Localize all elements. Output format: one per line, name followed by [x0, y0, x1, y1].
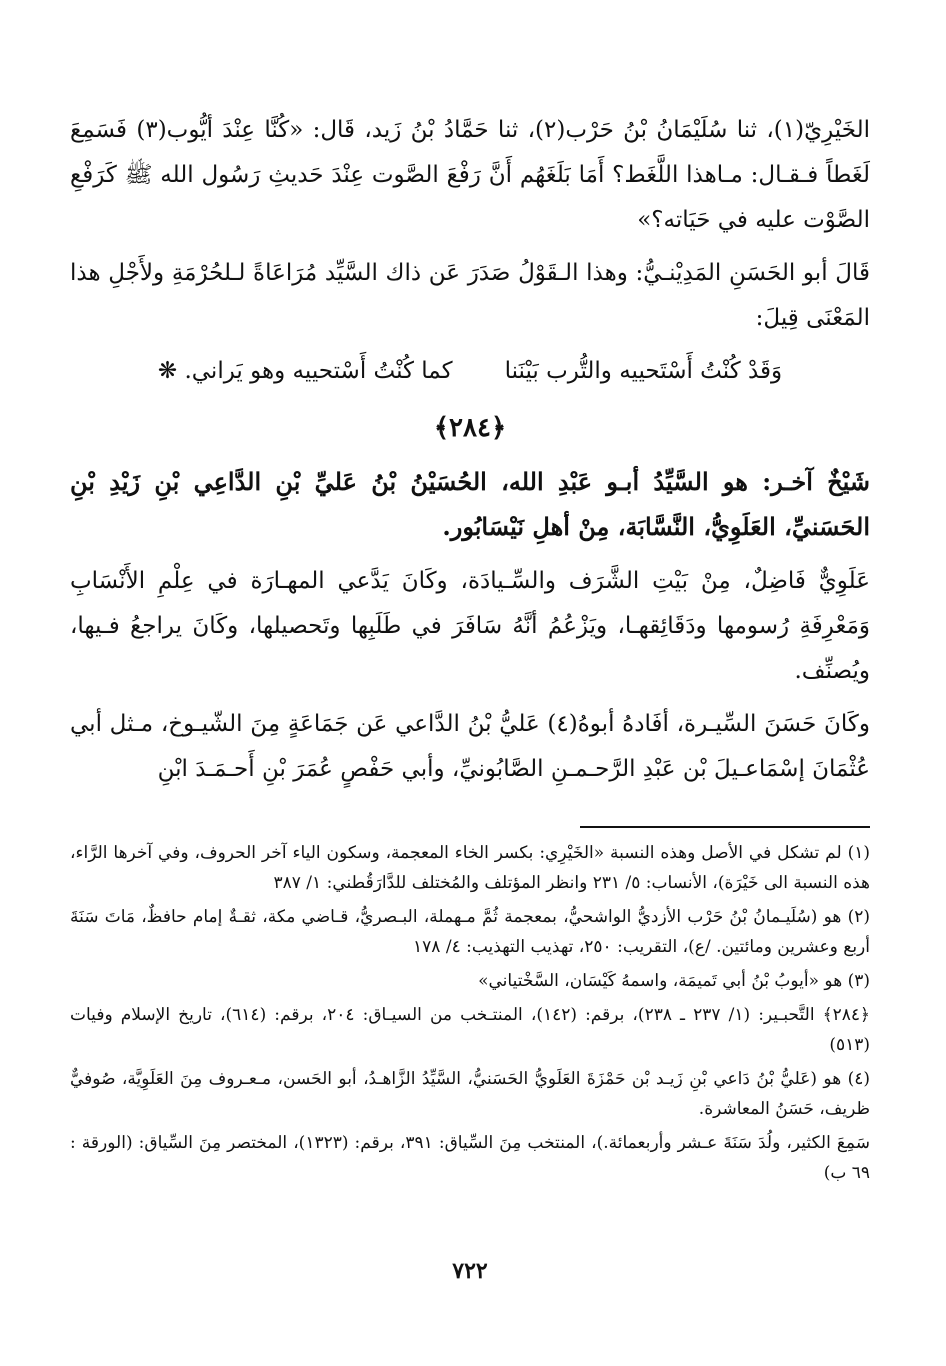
footnotes: [70, 838, 870, 1192]
verse-first-hemistich: وَقَدْ كُنْتُ أَسْتَحييه والتُّرب بَيْنَنا: [504, 358, 783, 384]
footnote-divider: [580, 826, 870, 828]
footnote-3: (٣) هو «أيوبُ بْنُ أبي تَميمَة، واسمهُ كَيْسَان، السَّخْتياني»: [478, 971, 870, 991]
page-number: ٧٢٢: [452, 1258, 488, 1284]
footnote-4-continued: سَمِعَ الكثير، ولُدَ سَنَةَ عـشر وأربعمائة.)، المنتخب مِنَ السِّياق: ٣٩١، برقم: (١٣٢٣)، المختصر مِنَ السِّياق: (الورقة : ٦٩ ب): [70, 1133, 870, 1183]
footnote-1: (١) لم تشكل في الأصل وهذه النسبة «الخَيْرِي: بكسر الخاء المعجمة، وسكون الياء آخر الحروف، وفي آخرها الرَّاء، هذه النسبة الى خَيْرَة)، الأنساب: ٥/ ٢٣١ وانظر المؤتلف والمُختلف للدَّارَقُطني: ١/ ٣٨٧: [70, 843, 870, 893]
footnote-entry-sources: ﴿٢٨٤﴾ التَّحبـير: (١/ ٢٣٧ ـ ٢٣٨)، برقم: (١٤٢)، المنتـخب من السيـاق: ٢٠٤، برقم: (٦١٤)، تاريخ الإسلام وفيات (٥١٣): [70, 1005, 870, 1055]
footnote-2: (٢) هو (سُلَيـمانُ بْنُ حَرْب الأزديُّ الواشحيُّ، بمعجمة ثُمَّ مـهملة، البـصريُّ، قـاضي مكة، ثقـةٌ إمام حافظٌ، مَاتَ سَنَةَ أربع وعشرين ومائتين. /ع)، التقريب: ٢٥٠، تهذيب التهذيب: ٤/ ١٧٨: [70, 907, 870, 957]
page-body: [70, 108, 870, 1284]
entry-paragraph-1: عَلَوِيٌّ فَاضِلٌ، مِنْ بَيْتِ الشَّرَف والسِّـيادَة، وكَانَ يَدَّعي المهـارَة في عِلْمِ الأَنْسَابِ وَمَعْرِفَةِ رُسومها ودَقَائِقهـا، ويَزْعُمُ أنَّهُ سَافَرَ في طَلَبِها وتَحصيلها، وكَانَ يراجعُ فـيها، ويُصنِّف.: [70, 568, 870, 684]
entry-heading: شَيْخٌ آخـر: هو السَّيِّدُ أبـو عَبْدِ الله، الحُسَيْنُ بْنُ عَليِّ بْنِ الدَّاعِي بْنِ زَيْدِ بْنِ الحَسَنيِّ، العَلَوِيُّ، النَّسَّابَة، مِنْ أهلِ نَيْسَابُور.: [70, 467, 870, 541]
verse-second-hemistich: كما كُنْتُ أَسْتحييه وهو يَراني. ❋: [157, 358, 453, 384]
poetry-verse: [70, 349, 870, 393]
body-paragraph-2: قَالَ أبو الحَسَنِ المَدِيْنـيُّ: وهذا الـقَوْلُ صَدَرَ عَن ذاك السَّيِّد مُرَاعَاةً لـلحُرْمَةِ ولأَجْلِ هذا المَعْنَى قِيلَ:: [70, 260, 870, 331]
entry-number: ﴿٢٨٤﴾: [433, 413, 507, 443]
entry-paragraph-2: وكَانَ حَسَنَ السِّيـرة، أفَادهُ أبوهُ(٤) عَليُّ بْنُ الدَّاعي عَن جَمَاعَةٍ مِنَ الشّيـوخ، مـثل أبي عُثْمَانَ إسْمَاعـيلَ بْن عَبْدِ الرَّحـمـنِ الصَّابُونيِّ، وأبي حَفْصٍ عُمَرَ بْنِ أَحـمَـدَ ابْنِ: [70, 711, 870, 782]
footnote-4: (٤) هو (عَليُّ بْنُ دَاعي بْنِ زَيـد بْن حَمْزَةَ العَلَويُّ الحَسَنيُّ، السَّيِّدُ الزَّاهـدُ، أبو الحَسن، مـعـروف مِنَ العَلَوِيَّة، صُوفيٌّ ظريف، حَسَنُ المعاشرة.: [70, 1069, 870, 1119]
body-paragraph-1: الخَيْرِيّ(١)، ثنا سُلَيْمَانُ بْنُ حَرْب(٢)، ثنا حَمَّادُ بْنُ زَيد، قَال: «كُنَّا عِنْدَ أيُّوب(٣) فَسَمِعَ لَغَطاً فـقـال: مـاهذا اللَّغَط؟ أَمَا بَلَغَهُم أَنَّ رَفْعَ الصَّوت عِنْدَ حَديثِ رَسُول الله ﷺ كَرَفْعِ الصَّوْت عليه في حَيَاته؟»: [70, 117, 870, 233]
